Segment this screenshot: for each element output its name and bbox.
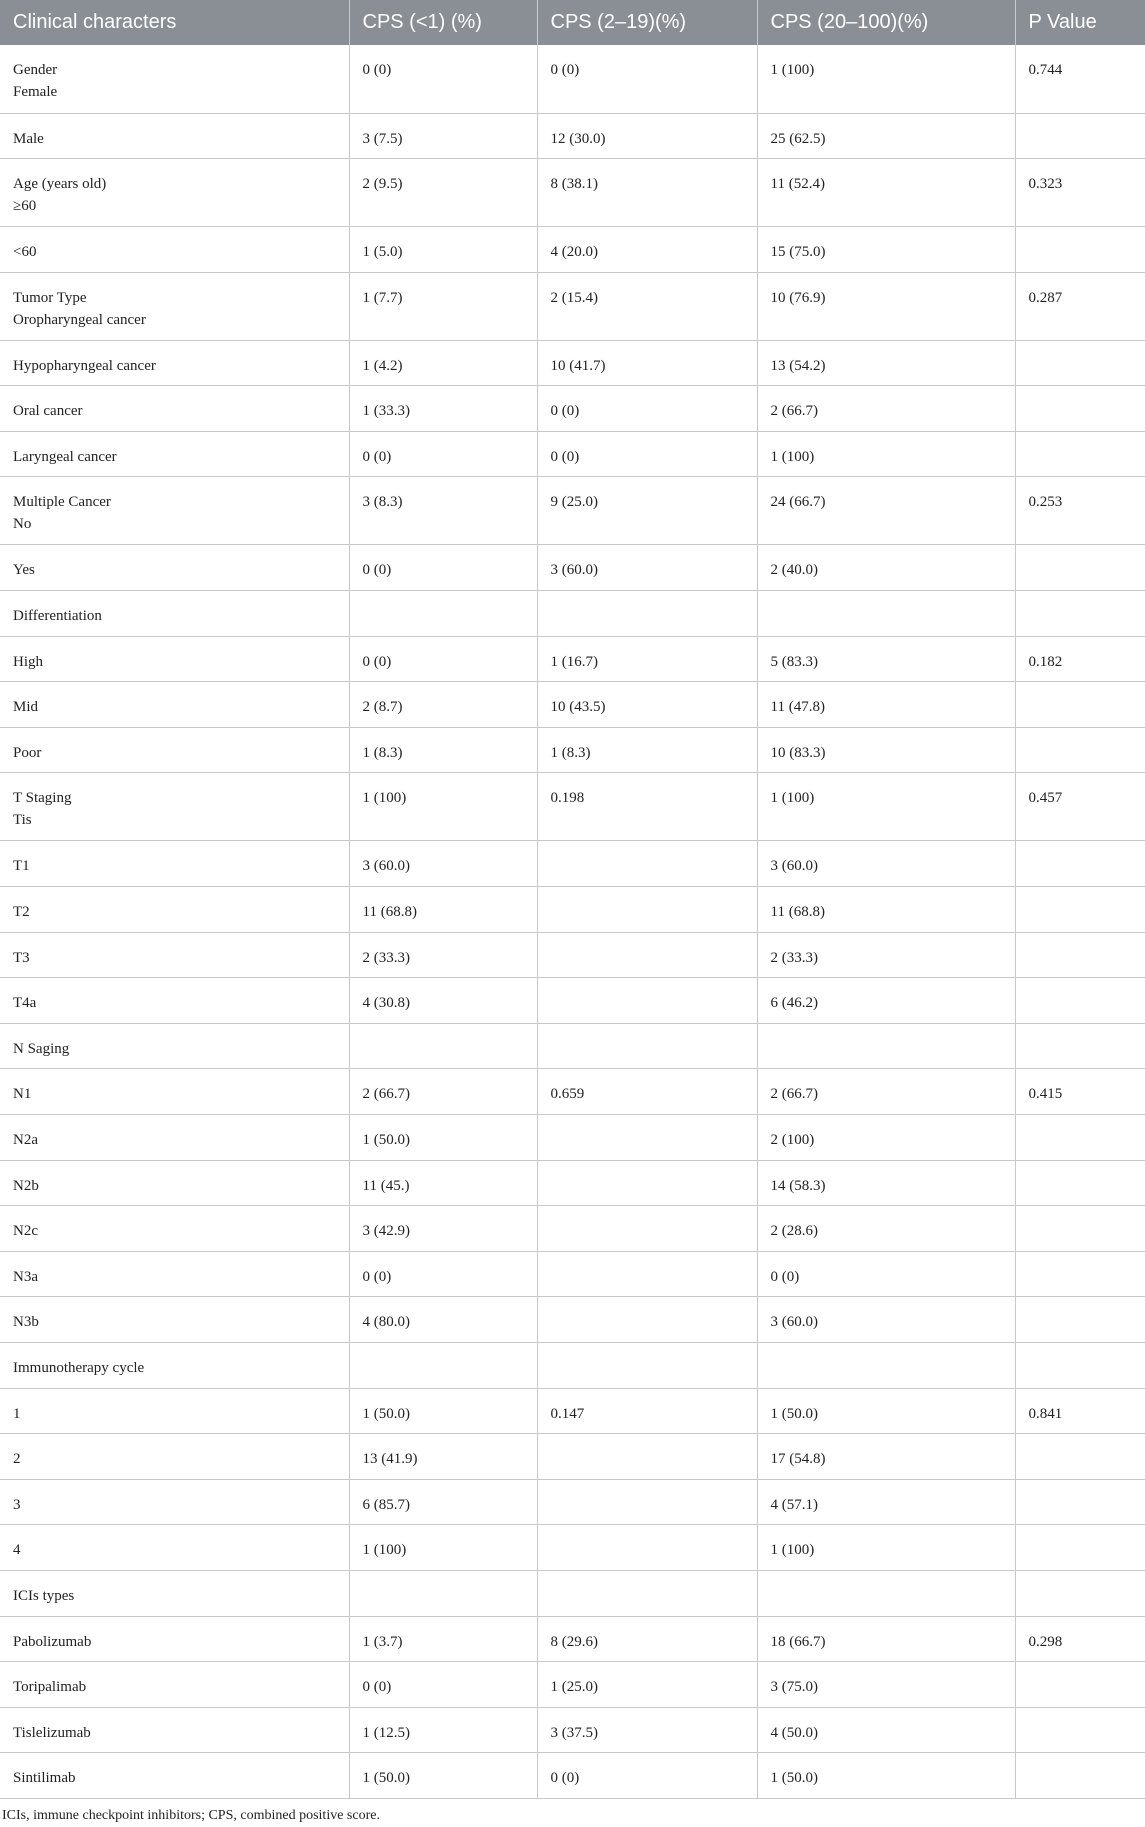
- cell-cps-20-100: 5 (83.3): [757, 636, 1015, 682]
- cell-p-value: [1015, 1251, 1145, 1297]
- table-header: [0, 0, 1145, 45]
- row-label-line: ≥60: [13, 198, 37, 215]
- cell-cps-20-100: [757, 1570, 1015, 1616]
- cell-cps-lt1: 1 (4.2): [349, 340, 537, 386]
- cell-clinical-character: [0, 1160, 349, 1206]
- cell-p-value: [1015, 978, 1145, 1024]
- cell-cps-lt1: 1 (12.5): [349, 1707, 537, 1753]
- cell-cps-lt1: 3 (42.9): [349, 1206, 537, 1252]
- cell-p-value: 0.415: [1015, 1069, 1145, 1115]
- cell-p-value: [1015, 1707, 1145, 1753]
- cell-cps-lt1: 2 (9.5): [349, 159, 537, 227]
- cell-p-value: [1015, 113, 1145, 159]
- cell-p-value: [1015, 1297, 1145, 1343]
- cell-cps-2-19: 0 (0): [537, 386, 757, 432]
- cell-p-value: 0.744: [1015, 45, 1145, 113]
- cell-clinical-character: [0, 978, 349, 1024]
- cell-cps-2-19: 1 (8.3): [537, 727, 757, 773]
- table-row: [0, 1753, 1145, 1799]
- cell-cps-2-19: 4 (20.0): [537, 227, 757, 273]
- cell-cps-2-19: [537, 1297, 757, 1343]
- cell-p-value: [1015, 682, 1145, 728]
- cell-p-value: 0.841: [1015, 1388, 1145, 1434]
- cell-cps-lt1: 1 (100): [349, 1525, 537, 1571]
- cell-clinical-character: [0, 887, 349, 933]
- cell-p-value: [1015, 932, 1145, 978]
- cell-clinical-character: [0, 45, 349, 113]
- cell-p-value: [1015, 1525, 1145, 1571]
- cell-cps-lt1: 3 (60.0): [349, 841, 537, 887]
- row-label-line: Laryngeal cancer: [13, 448, 117, 465]
- row-label-line: 2: [13, 1451, 21, 1468]
- row-label-line: 4: [13, 1542, 21, 1559]
- cell-p-value: 0.182: [1015, 636, 1145, 682]
- cell-clinical-character: [0, 727, 349, 773]
- cell-cps-lt1: 4 (80.0): [349, 1297, 537, 1343]
- cell-cps-lt1: 0 (0): [349, 636, 537, 682]
- cell-cps-2-19: [537, 1570, 757, 1616]
- cell-cps-20-100: 15 (75.0): [757, 227, 1015, 273]
- cell-cps-20-100: 3 (60.0): [757, 841, 1015, 887]
- row-label-line: N3b: [13, 1314, 39, 1331]
- table-row: [0, 477, 1145, 545]
- row-label-line: T3: [13, 949, 30, 966]
- cell-p-value: [1015, 1023, 1145, 1069]
- cell-cps-lt1: 0 (0): [349, 545, 537, 591]
- cell-clinical-character: [0, 1616, 349, 1662]
- cell-cps-20-100: 1 (100): [757, 773, 1015, 841]
- cell-cps-lt1: 0 (0): [349, 431, 537, 477]
- row-label-line: Gender: [13, 62, 58, 78]
- cell-clinical-character: [0, 159, 349, 227]
- table-row: [0, 1479, 1145, 1525]
- row-label-line: Immunotherapy cycle: [13, 1359, 145, 1376]
- cell-cps-2-19: [537, 1160, 757, 1206]
- cell-cps-20-100: 1 (100): [757, 45, 1015, 113]
- table-row: [0, 887, 1145, 933]
- row-label-line: Male: [13, 130, 44, 147]
- cell-cps-2-19: 0.147: [537, 1388, 757, 1434]
- table-row: [0, 1616, 1145, 1662]
- cell-clinical-character: [0, 227, 349, 273]
- cell-cps-lt1: 1 (33.3): [349, 386, 537, 432]
- cell-clinical-character: [0, 773, 349, 841]
- row-label-line: N3a: [13, 1268, 38, 1285]
- cell-cps-2-19: [537, 1525, 757, 1571]
- cell-cps-20-100: 2 (66.7): [757, 386, 1015, 432]
- cell-p-value: [1015, 545, 1145, 591]
- cell-cps-2-19: [537, 1434, 757, 1480]
- cell-cps-lt1: 0 (0): [349, 1251, 537, 1297]
- row-label-line: Multiple Cancer: [13, 494, 111, 511]
- cell-p-value: [1015, 887, 1145, 933]
- cell-p-value: 0.253: [1015, 477, 1145, 545]
- cell-clinical-character: [0, 340, 349, 386]
- cell-cps-2-19: [537, 978, 757, 1024]
- table-row: [0, 1160, 1145, 1206]
- cell-cps-2-19: [537, 591, 757, 637]
- cell-cps-20-100: 24 (66.7): [757, 477, 1015, 545]
- row-label-line: Oral cancer: [13, 403, 83, 420]
- cell-cps-20-100: 1 (100): [757, 1525, 1015, 1571]
- cell-cps-lt1: 11 (45.): [349, 1160, 537, 1206]
- table-row: [0, 1525, 1145, 1571]
- cell-p-value: [1015, 1160, 1145, 1206]
- row-label-line: Tis: [13, 812, 32, 829]
- table-row: [0, 1206, 1145, 1252]
- cell-cps-2-19: 0 (0): [537, 1753, 757, 1799]
- table-row: [0, 932, 1145, 978]
- cell-cps-20-100: 1 (100): [757, 431, 1015, 477]
- cell-clinical-character: [0, 1434, 349, 1480]
- cell-cps-lt1: 13 (41.9): [349, 1434, 537, 1480]
- row-label-line: Sintilimab: [13, 1770, 76, 1787]
- table-row: [0, 45, 1145, 113]
- row-label-line: Differentiation: [13, 608, 102, 625]
- cell-cps-2-19: [537, 887, 757, 933]
- cell-clinical-character: [0, 1069, 349, 1115]
- row-label-line: Tislelizumab: [13, 1724, 91, 1741]
- cell-cps-20-100: 2 (40.0): [757, 545, 1015, 591]
- cell-p-value: [1015, 227, 1145, 273]
- cell-cps-lt1: 6 (85.7): [349, 1479, 537, 1525]
- table-row: [0, 1570, 1145, 1616]
- cell-clinical-character: [0, 1206, 349, 1252]
- header-row: [0, 0, 1145, 45]
- row-label-line: Tumor Type: [13, 289, 87, 306]
- cell-p-value: [1015, 431, 1145, 477]
- cell-clinical-character: [0, 932, 349, 978]
- header-cps-20-100: CPS (20–100)(%): [757, 0, 1015, 45]
- table-row: [0, 1342, 1145, 1388]
- cell-cps-20-100: 1 (50.0): [757, 1753, 1015, 1799]
- table-row: [0, 773, 1145, 841]
- cell-p-value: 0.457: [1015, 773, 1145, 841]
- cell-cps-lt1: 1 (5.0): [349, 227, 537, 273]
- cell-cps-2-19: 10 (41.7): [537, 340, 757, 386]
- cell-clinical-character: [0, 386, 349, 432]
- table-row: [0, 1023, 1145, 1069]
- cell-p-value: [1015, 1206, 1145, 1252]
- cell-clinical-character: [0, 477, 349, 545]
- header-p-value: P Value: [1015, 0, 1145, 45]
- cell-clinical-character: [0, 545, 349, 591]
- cell-cps-2-19: 1 (16.7): [537, 636, 757, 682]
- cell-p-value: [1015, 340, 1145, 386]
- row-label-line: Toripalimab: [13, 1679, 87, 1696]
- cell-cps-2-19: 0.198: [537, 773, 757, 841]
- cell-clinical-character: [0, 1251, 349, 1297]
- cell-cps-lt1: 3 (7.5): [349, 113, 537, 159]
- cell-clinical-character: [0, 1707, 349, 1753]
- cell-cps-2-19: 8 (38.1): [537, 159, 757, 227]
- cell-cps-2-19: 2 (15.4): [537, 272, 757, 340]
- row-label-line: Oropharyngeal cancer: [13, 311, 146, 328]
- cell-cps-lt1: 1 (100): [349, 773, 537, 841]
- row-label-line: N2a: [13, 1132, 38, 1148]
- cell-p-value: [1015, 1570, 1145, 1616]
- cell-cps-20-100: 2 (100): [757, 1115, 1015, 1161]
- table-footnote: ICIs, immune checkpoint inhibitors; CPS, combined positive score.: [2, 1807, 380, 1823]
- row-label-line: N2c: [13, 1223, 38, 1240]
- table-row: [0, 1434, 1145, 1480]
- cell-cps-2-19: 3 (37.5): [537, 1707, 757, 1753]
- cell-cps-lt1: 11 (68.8): [349, 887, 537, 933]
- cell-cps-lt1: 4 (30.8): [349, 978, 537, 1024]
- cell-cps-20-100: 14 (58.3): [757, 1160, 1015, 1206]
- row-label-line: Female: [13, 84, 58, 100]
- cell-cps-20-100: 6 (46.2): [757, 978, 1015, 1024]
- cell-cps-2-19: 10 (43.5): [537, 682, 757, 728]
- cell-p-value: [1015, 1434, 1145, 1480]
- cell-p-value: [1015, 1115, 1145, 1161]
- cell-p-value: [1015, 1753, 1145, 1799]
- cell-p-value: [1015, 386, 1145, 432]
- cell-cps-2-19: [537, 1206, 757, 1252]
- cell-cps-20-100: 11 (68.8): [757, 887, 1015, 933]
- cell-cps-lt1: [349, 1023, 537, 1069]
- cell-cps-2-19: [537, 841, 757, 887]
- cell-cps-2-19: [537, 1251, 757, 1297]
- cell-clinical-character: [0, 1479, 349, 1525]
- table-row: [0, 1251, 1145, 1297]
- cell-cps-20-100: 1 (50.0): [757, 1388, 1015, 1434]
- header-cps-lt1: CPS (<1) (%): [349, 0, 537, 45]
- cell-cps-20-100: 2 (33.3): [757, 932, 1015, 978]
- cell-cps-20-100: 13 (54.2): [757, 340, 1015, 386]
- cell-cps-lt1: 0 (0): [349, 45, 537, 113]
- table-row: [0, 978, 1145, 1024]
- cell-cps-lt1: 1 (50.0): [349, 1388, 537, 1434]
- table-row: [0, 1707, 1145, 1753]
- cell-cps-20-100: 2 (66.7): [757, 1069, 1015, 1115]
- cell-cps-20-100: 3 (60.0): [757, 1297, 1015, 1343]
- table-row: [0, 545, 1145, 591]
- table-row: [0, 272, 1145, 340]
- cell-clinical-character: [0, 1662, 349, 1708]
- cell-clinical-character: [0, 591, 349, 637]
- cell-cps-2-19: 8 (29.6): [537, 1616, 757, 1662]
- cell-cps-20-100: 10 (83.3): [757, 727, 1015, 773]
- cell-clinical-character: [0, 431, 349, 477]
- cell-p-value: [1015, 591, 1145, 637]
- row-label-line: N Saging: [13, 1040, 70, 1057]
- cell-cps-lt1: 2 (33.3): [349, 932, 537, 978]
- table-row: [0, 386, 1145, 432]
- cell-clinical-character: [0, 841, 349, 887]
- cell-clinical-character: [0, 636, 349, 682]
- row-label-line: <60: [13, 244, 37, 261]
- cell-cps-20-100: [757, 591, 1015, 637]
- table-row: [0, 682, 1145, 728]
- cell-cps-2-19: 3 (60.0): [537, 545, 757, 591]
- cell-cps-lt1: 1 (7.7): [349, 272, 537, 340]
- row-label-line: High: [13, 653, 43, 670]
- row-label-line: Pabolizumab: [13, 1633, 92, 1650]
- cell-p-value: 0.287: [1015, 272, 1145, 340]
- row-label-line: 3: [13, 1496, 21, 1513]
- cell-cps-2-19: [537, 932, 757, 978]
- table-row: [0, 431, 1145, 477]
- row-label-line: Yes: [13, 562, 35, 579]
- cell-cps-20-100: [757, 1342, 1015, 1388]
- cell-cps-lt1: [349, 1342, 537, 1388]
- cell-cps-2-19: 0.659: [537, 1069, 757, 1115]
- cell-p-value: [1015, 1342, 1145, 1388]
- cell-cps-2-19: 0 (0): [537, 431, 757, 477]
- row-label-line: N1: [13, 1086, 32, 1103]
- row-label-line: Mid: [13, 699, 39, 716]
- cell-cps-2-19: 9 (25.0): [537, 477, 757, 545]
- table-row: [0, 636, 1145, 682]
- table-row: [0, 1297, 1145, 1343]
- cell-cps-lt1: 1 (8.3): [349, 727, 537, 773]
- table-body: [0, 45, 1145, 1798]
- cell-cps-lt1: 3 (8.3): [349, 477, 537, 545]
- cell-p-value: [1015, 727, 1145, 773]
- cell-cps-2-19: 0 (0): [537, 45, 757, 113]
- cell-p-value: 0.323: [1015, 159, 1145, 227]
- cell-clinical-character: [0, 1388, 349, 1434]
- cell-cps-20-100: 4 (50.0): [757, 1707, 1015, 1753]
- cell-p-value: [1015, 1662, 1145, 1708]
- cell-cps-20-100: 25 (62.5): [757, 113, 1015, 159]
- cell-clinical-character: [0, 1570, 349, 1616]
- table-row: [0, 1069, 1145, 1115]
- cell-cps-lt1: 2 (8.7): [349, 682, 537, 728]
- row-label-line: T Staging: [13, 790, 72, 807]
- cell-cps-20-100: 3 (75.0): [757, 1662, 1015, 1708]
- cell-cps-2-19: 1 (25.0): [537, 1662, 757, 1708]
- table-row: [0, 113, 1145, 159]
- cell-cps-lt1: 0 (0): [349, 1662, 537, 1708]
- cell-cps-lt1: 2 (66.7): [349, 1069, 537, 1115]
- table-row: [0, 591, 1145, 637]
- table-row: [0, 1662, 1145, 1708]
- header-clinical-characters: Clinical characters: [0, 0, 349, 45]
- cell-cps-2-19: [537, 1023, 757, 1069]
- table-row: [0, 340, 1145, 386]
- row-label-line: 1: [13, 1405, 21, 1422]
- row-label-line: T2: [13, 904, 30, 921]
- cell-p-value: [1015, 1479, 1145, 1525]
- cell-clinical-character: [0, 682, 349, 728]
- cell-cps-20-100: 18 (66.7): [757, 1616, 1015, 1662]
- cell-p-value: [1015, 841, 1145, 887]
- cell-cps-lt1: 1 (3.7): [349, 1616, 537, 1662]
- cell-cps-2-19: 12 (30.0): [537, 113, 757, 159]
- row-label-line: T1: [13, 858, 30, 875]
- cell-cps-20-100: 11 (52.4): [757, 159, 1015, 227]
- row-label-line: Poor: [13, 744, 42, 761]
- cell-cps-20-100: 2 (28.6): [757, 1206, 1015, 1252]
- cell-cps-lt1: 1 (50.0): [349, 1115, 537, 1161]
- cell-clinical-character: [0, 1023, 349, 1069]
- cell-cps-20-100: 4 (57.1): [757, 1479, 1015, 1525]
- row-label-line: ICIs types: [13, 1587, 75, 1604]
- cell-cps-20-100: 17 (54.8): [757, 1434, 1015, 1480]
- table-row: [0, 227, 1145, 273]
- cell-p-value: 0.298: [1015, 1616, 1145, 1662]
- cell-clinical-character: [0, 1297, 349, 1343]
- row-label-line: Age (years old): [13, 176, 107, 193]
- row-label-line: Hypopharyngeal cancer: [13, 357, 156, 374]
- table-row: [0, 1115, 1145, 1161]
- header-cps-2-19: CPS (2–19)(%): [537, 0, 757, 45]
- cell-cps-lt1: 1 (50.0): [349, 1753, 537, 1799]
- cell-cps-20-100: [757, 1023, 1015, 1069]
- cell-clinical-character: [0, 1115, 349, 1161]
- table-row: [0, 1388, 1145, 1434]
- row-label-line: N2b: [13, 1177, 39, 1194]
- table-row: [0, 727, 1145, 773]
- cell-cps-lt1: [349, 591, 537, 637]
- cell-clinical-character: [0, 1525, 349, 1571]
- cell-cps-20-100: 11 (47.8): [757, 682, 1015, 728]
- row-label-line: No: [13, 516, 32, 533]
- cell-cps-2-19: [537, 1115, 757, 1161]
- cell-cps-lt1: [349, 1570, 537, 1616]
- cell-clinical-character: [0, 1342, 349, 1388]
- row-label-line: T4a: [13, 995, 37, 1012]
- cell-clinical-character: [0, 272, 349, 340]
- cell-cps-2-19: [537, 1342, 757, 1388]
- table-row: [0, 159, 1145, 227]
- cell-clinical-character: [0, 113, 349, 159]
- table-row: [0, 841, 1145, 887]
- cell-cps-20-100: 0 (0): [757, 1251, 1015, 1297]
- cell-cps-2-19: [537, 1479, 757, 1525]
- cell-cps-20-100: 10 (76.9): [757, 272, 1015, 340]
- cell-clinical-character: [0, 1753, 349, 1799]
